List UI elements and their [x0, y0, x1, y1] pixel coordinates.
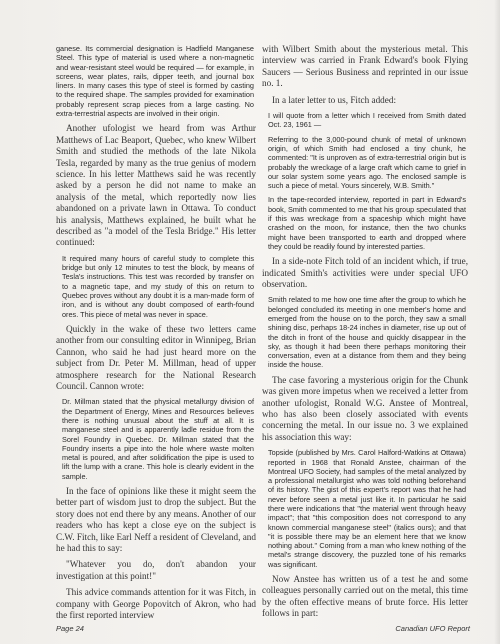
paragraph-brute-force: Now Anstee has written us of a test he and some colleagues personally carried out on the metal, this time by the often effective means of brute force. His letter follows in part: — [262, 574, 468, 619]
quote-smith-letter: Referring to the 3,000-pound chunk of metal of unknown origin, of which Smith had enclosed a tiny chunk, he commented: "It is unproven as of extra-terrestrial origin but is probably the wreckage of a large craft which came to grief in our solar system some years ago. The enclosed sample is such a piece of metal. Yours sincerely, W.B. Smith." — [268, 134, 466, 191]
paragraph-cannon: Quickly in the wake of these two letters came another from our consulting editor in Winnipeg, Brian Cannon, who said he had just heard more on the subject from Dr. Peter M. Millman, head of upper atmosphere research for the National Research Council. Cannon wrote: — [56, 323, 256, 391]
paragraph-anstee: The case favoring a mysterious origin for the Chunk was given more impetus when we received a letter from another ufologist, Ronald W.G. Anstee of Montreal, who has also been closely associated with events concerning the metal. In our issue no. 3 we explained his association this way: — [262, 374, 468, 442]
page-edge-shadow — [494, 0, 500, 644]
paragraph-fitch-intro: In the face of opinions like these it might seem the better part of wisdom just to drop the subject. But the story does not end there by any means. Another of our readers who has kept a close eye on the subject is C.W. Fitch, like Earl Neff a resident of Cleveland, and he had this to say: — [56, 486, 256, 554]
quote-shining-disc: Smith related to me how one time after the group to which he belonged concluded its meeting in one member's home and emerged from the house on to the porch, they saw a small shining disc, perhaps 18-24 inches in diameter, rise up out of the ditch in front of the house and quickly disappear in the sky, as though it had been there perhaps monitoring their conversation, even at a distance from them and they being inside the house. — [268, 295, 466, 370]
paragraph-fitch-quote: "Whatever you do, don't abandon your investigation at this point!" — [56, 559, 256, 581]
paragraph-advice: This advice commands attention for it was Fitch, in company with George Popovitch of Akron, who had the first reported interview — [56, 587, 256, 621]
publication-name: Canadian UFO Report — [395, 624, 470, 633]
quote-manganese-report: ganese. Its commercial designation is Hadfield Manganese Steel. This type of material is used where a non-magnetic and wear-resistant steel would be required — for example, in screens, wear plates, rails, dipper teeth, and journal box liners. In many cases this type of steel is formed by casting to the required shape. The samples provided for examination probably represent scrap pieces from a large casting. No extra-terrestrial aspects are involved in their origin. — [56, 44, 254, 119]
paragraph-interview: with Wilbert Smith about the mysterious metal. This interview was carried in Frank Edward's book Flying Saucers — Serious Business and reprinted in our issue no. 1. — [262, 44, 468, 89]
quote-tape-interview: In the tape-recorded interview, reported in part in Edward's book, Smith commented to me that his group speculated that if this was wreckage from a spaceship which might have crashed on the moon, for instance, then the two chunks might have been transported to earth and dropped where they could be readily found by interested parties. — [268, 195, 466, 251]
quote-millman: Dr. Millman stated that the physical metallurgy division of the Department of Energy, Mines and Resources believes there is nothing unusual about the stuff at all. It is manganese steel and is apparently ladle residue from the Sorel Foundry in Quebec. Dr. Millman stated that the Foundry inserts a pipe into the hole where waste molten metal is poured, and after solidification the pipe is used to lift the lump with a crane. This hole is clearly evident in the sample. — [62, 397, 254, 481]
paragraph-matthews: Another ufologist we heard from was Arthur Matthews of Lac Beaport, Quebec, who knew Wilbert Smith and studied the methods of the late Nikola Tesla, regarded by many as the true genius of modern science. In his letter Matthews said he was recently asked by a person he did not name to make an analysis of the metal, which reportedly now lies abandoned on a private lawn in Ottawa. To conduct his analysis, Matthews explained, he built what he described as "a model of the Tesla Bridge." His letter continued: — [56, 123, 256, 248]
right-column — [262, 44, 468, 625]
quote-topside: Topside (published by Mrs. Carol Halford-Watkins at Ottawa) reported in 1968 that Ronald Anstee, chairman of the Montreal UFO Society, had samples of the metal analyzed by a professional metallurgist who was told nothing beforehand of its history. The gist of this expert's report was that he had never before seen a metal just like it. In particular he said there were indications that "the material went through heavy impact"; that "this composition does not correspond to any known commercial manganese steel" (italics ours); and that "it is possible there may be an element here that we know nothing about." Coming from a man who knew nothing of the metal's strange discovery, the puzzled tone of his remarks was significant. — [268, 448, 466, 569]
quote-tesla-bridge: It required many hours of careful study to complete this bridge but only 12 minutes to test the block, by means of Tesla's instructions. This test was recorded by transfer on to a magnetic tape, and my study of this on return to Quebec proves without any doubt it is a man-made form of iron, and is without any doubt composed of earth-found ores. This piece of metal was never in space. — [62, 253, 254, 319]
paragraph-side-note: In a side-note Fitch told of an incident which, if true, indicated Smith's activities were under special UFO observation. — [262, 256, 468, 289]
left-column — [56, 44, 256, 627]
paragraph-fitch-added: In a later letter to us, Fitch added: — [272, 94, 396, 105]
page-number: Page 24 — [56, 624, 84, 633]
quote-smith-letter-intro: I will quote from a letter which I received from Smith dated Oct. 23, 1961 — — [268, 111, 466, 130]
